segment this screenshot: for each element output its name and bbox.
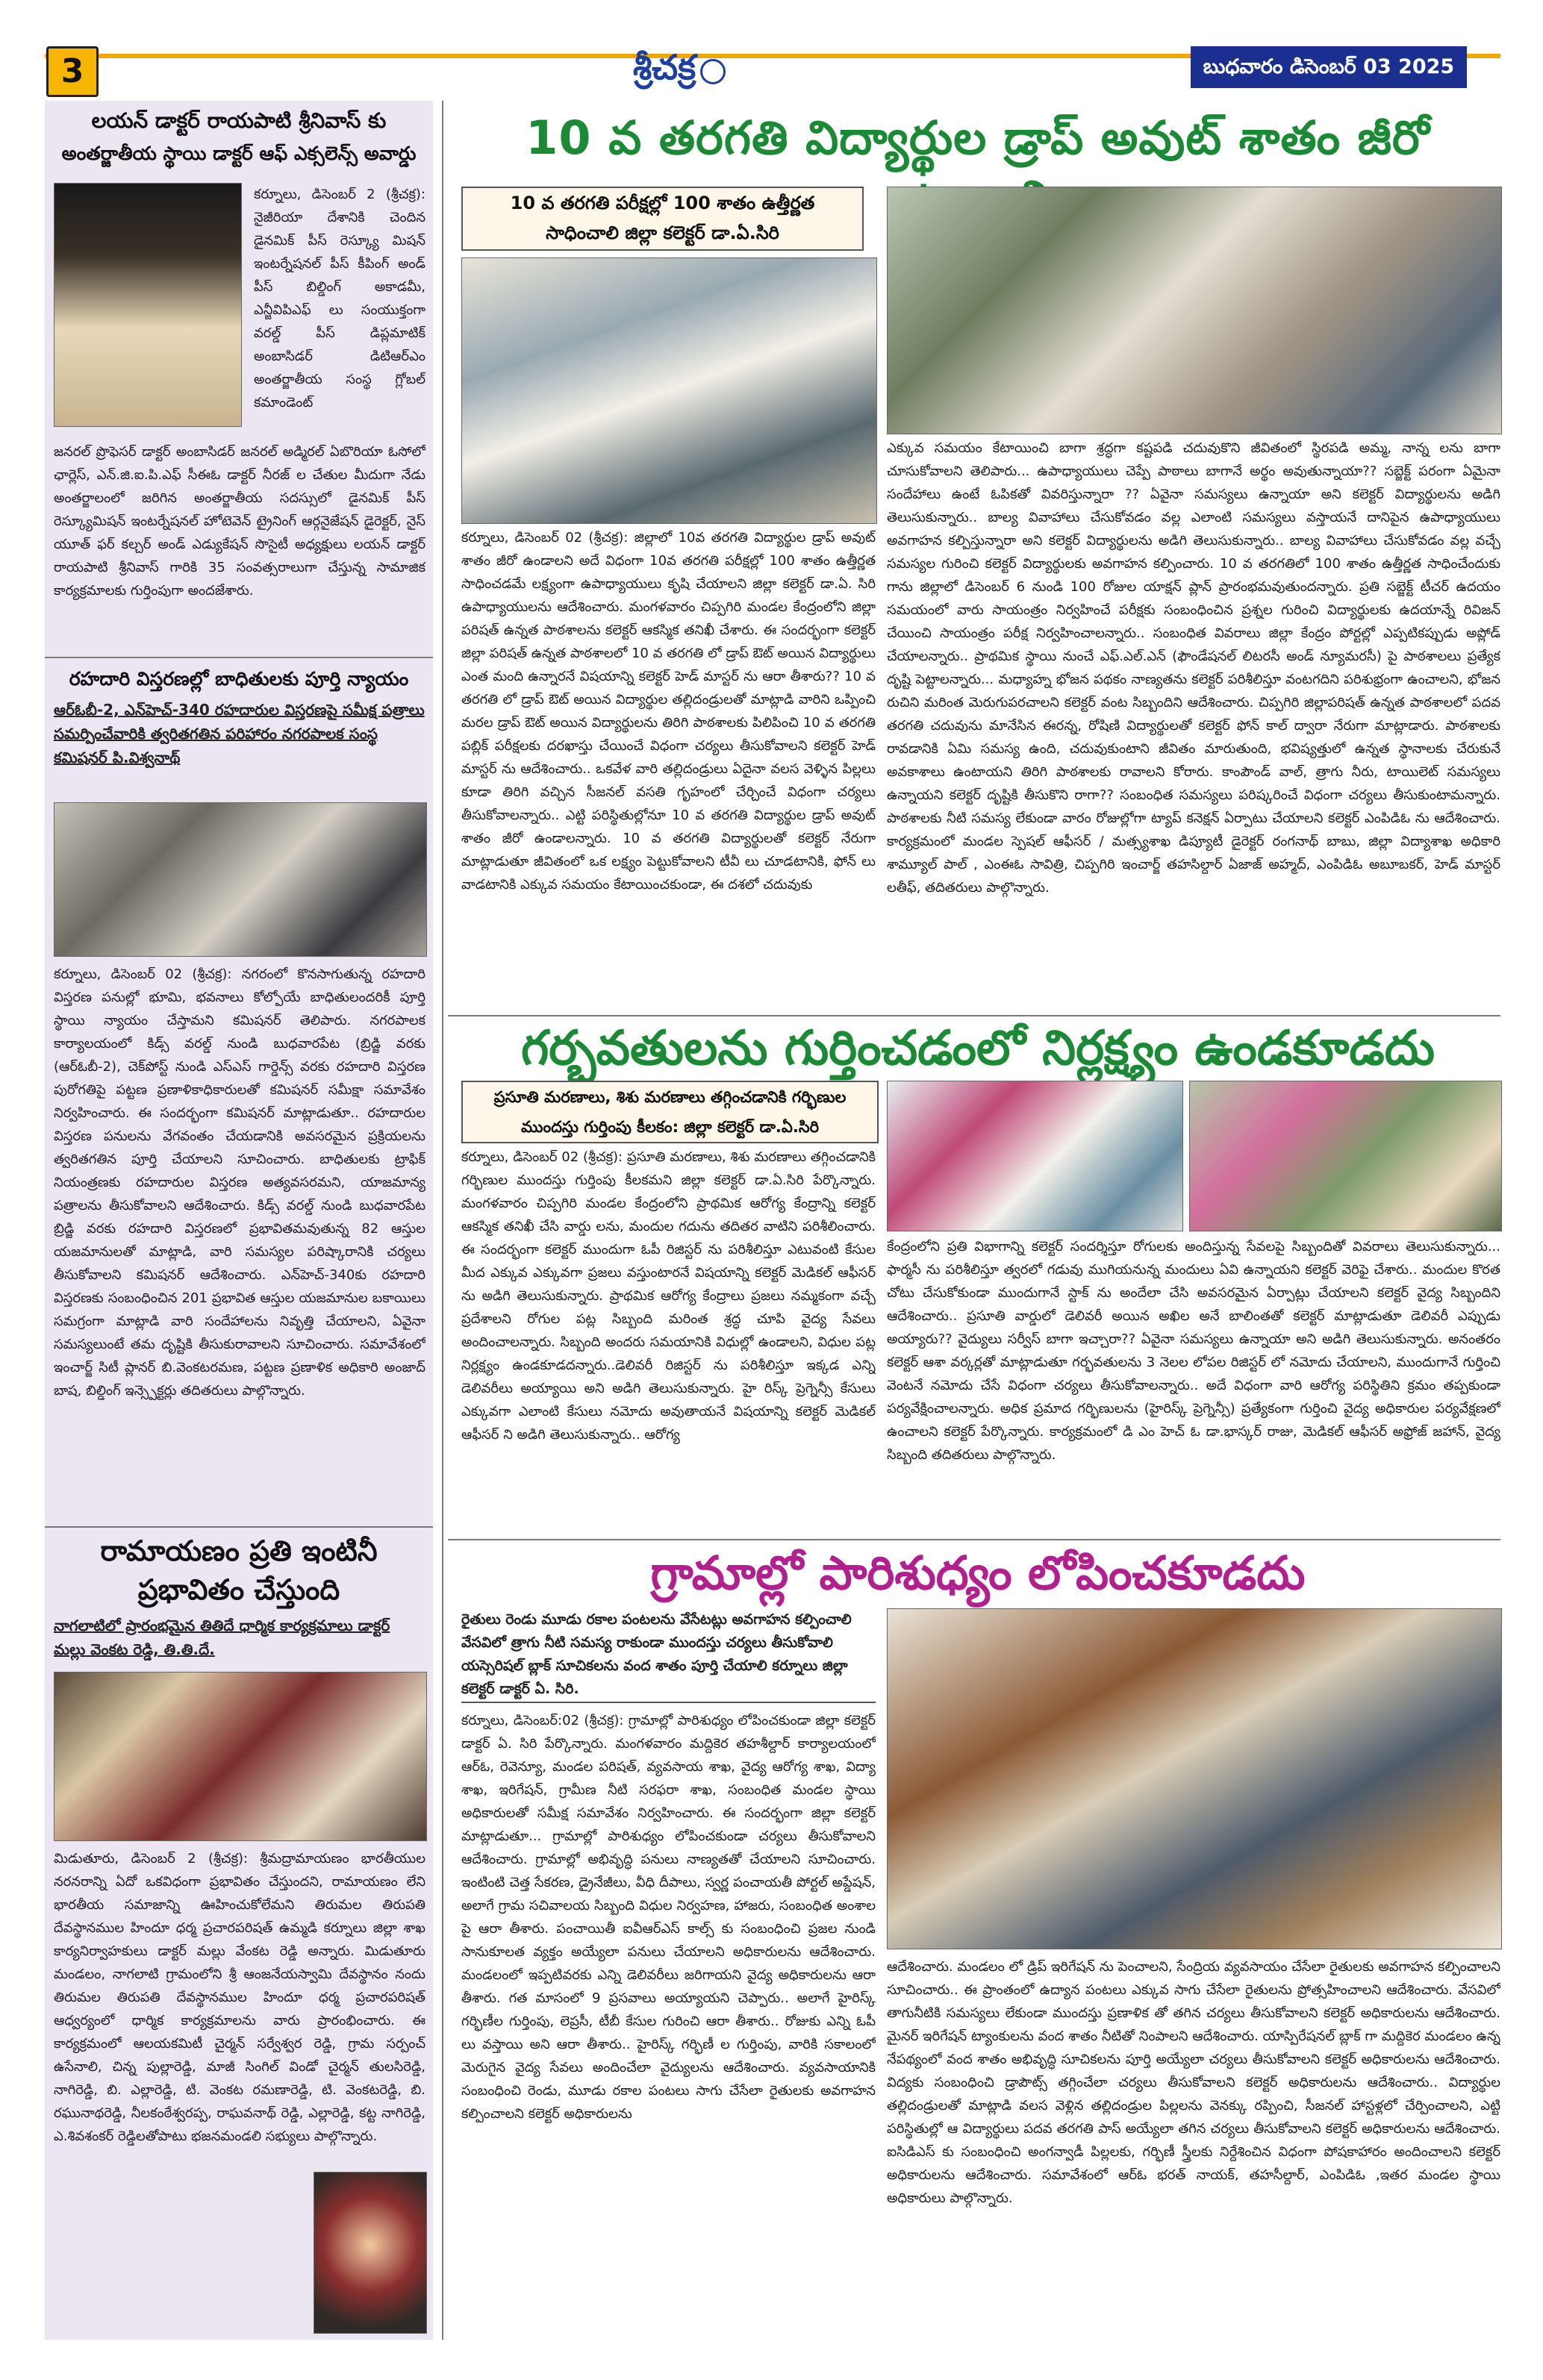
story3-title-line1: రామాయణం ప్రతి ఇంటినీ	[100, 1534, 378, 1567]
story5-body-left: కర్నూలు, డిసెంబర్ 02 (శ్రీచక్ర): ప్రసూతి మరణాలు, శిశు మరణాలు తగ్గించడానికి గర్భిణుల ముందస్తు గుర్తింపు కీలకమని జిల్లా కలెక్టర్ డా.ఏ.సిరి పేర్కొన్నారు. మంగళవారం చిప్పగిరి మండల కేంద్రంలోని ప్రాథమిక ఆరోగ్య కేంద్రాన్ని కలెక్టర్ ఆకస్మిక తనిఖీ చేసి వార్డు లను, మందుల గదును తదితర వాటిని పరిశీలించారు. ఈ సందర్భంగా కలెక్టర్ ముందుగా ఓపీ రిజిస్టర్ ను పరిశీలిస్తూ ఎటువంటి కేసుల మీద ఎక్కువ ఎక్కువగా ప్రజలు వస్తుంటారనే విషయాన్ని కలెక్టర్ మెడికల్ ఆఫీసర్ ను అడిగి తెలుసుకున్నారు. ప్రాథమిక ఆరోగ్య కేంద్రాలు ప్రజలు నమ్మకంగా వచ్చే ప్రదేశాలని రోగుల పట్ల సిబ్బంది మరింత శ్రద్ధ చూపి వైద్య సేవలు అందించాలన్నారు. సిబ్బంది అందరు సమయానికి విధుల్లో ఉండాలని, విధుల పట్ల నిర్లక్ష్యం ఉండకూడదన్నారు..డెలివరీ రిజిస్టర్ ను పరిశీలిస్తూ ఇక్కడ ఎన్ని డెలివరీలు అయ్యాయి అని అడిగి తెలుసుకున్నారు. హై రిస్క్ ప్రెగ్నెన్సీ కేసులు ఎక్కువగా ఎలాంటి కేసులు నమోదు అవుతాయనే విషయాన్ని కలెక్టర్ మెడికల్ ఆఫీసర్ ని అడిగి తెలుసుకున్నారు.. ఆరోగ్య	[461, 1149, 876, 1443]
story3-subtitle: నాగలాటిలో ప్రారంభమైన తితిదే ధార్మిక కార్యక్రమాలు డాక్టర్ మల్లు వెంకట రెడ్డి, తి.తి.దే.	[54, 1617, 390, 1658]
column-divider	[442, 101, 443, 2340]
story5-box-line1: ప్రసూతి మరణాలు, శిశు మరణాలు తగ్గించడానికి గర్భిణుల	[493, 1088, 847, 1106]
story3-deity-photo	[314, 2172, 427, 2334]
story3-title-line2: ప్రభావితం చేస్తుంది	[137, 1573, 340, 1606]
story4-box-line1: 10 వ తరగతి పరీక్షల్లో 100 శాతం ఉత్తీర్ణత	[510, 193, 815, 213]
story1-body: జనరల్ ప్రొఫెసర్ డాక్టర్ అంబాసిడర్ జనరల్ అడ్మిరల్ ఏబొరియా ఓసోలో ఛార్లెస్, ఎన్.జి.ఐ.పి.ఎఫ్ సీఈఓ డాక్టర్ నీరజ్ ల చేతుల మీదుగా నేడు అంతర్జాలంలో జరిగిన అంతర్జాతీయ సదస్సులో డైనమిక్ పీస్ రెస్క్యూమిషన్ ఇంటర్నేషనల్ హోటెవెన్ ట్రైనింగ్ ఆర్గనైజేషన్ డైరెక్టర్, నైస్ యూత్ ఫర్ కల్చర్ అండ్ ఎడ్యుకేషన్ సొసైటీ అధ్యక్షులు లయన్ డాక్టర్ రాయపాటి శ్రీనివాస్ గారికి 35 సంవత్సరాలుగా చేస్తున్న సామాజిక కార్యక్రమాలకు గుర్తింపుగా అందజేశారు.	[54, 444, 426, 599]
page-number: 3	[46, 46, 99, 97]
story2-title: రహదారి విస్తరణల్లో బాధితులకు పూర్తి న్యాయం	[69, 668, 409, 690]
story4-headline: 10 వ తరగతి విద్యార్థుల డ్రాప్ అవుట్ శాతం జీరో	[526, 110, 1430, 165]
story2-body: కర్నూలు, డిసెంబర్ 02 (శ్రీచక్ర): నగరంలో కొనసాగుతున్న రహదారి విస్తరణ పనుల్లో భూమి, భవనాలు కోల్పోయే బాధితులందరికీ పూర్తి స్థాయి న్యాయం చేస్తామని కమిషనర్ తెలిపారు. నగరపాలక కార్యాలయంలో కిడ్స్ వరల్డ్ నుండి బుధవారపేట (బ్రిడ్జి వరకు (ఆర్ఓబీ-2), చెక్‌పోస్ట్ నుండి ఎస్ఎస్ గార్డెన్స్ వరకు రహదారి విస్తరణ పురోగతిపై పట్టణ ప్రణాళికాధికారులతో కమిషనర్ సమీక్షా సమావేశం నిర్వహించారు. ఈ సందర్భంగా కమిషనర్ మాట్లాడుతూ.. రహదారుల విస్తరణ పనులను వేగవంతం చేయడానికి అవసరమైన ప్రక్రియలను త్వరితగతిన పూర్తి చేయాలని సూచించారు. బాధితులకు ట్రాఫిక్ నియంత్రణకు రహదారుల విస్తరణ అత్యవసరమని, యాజమాన్య పత్రాలను తీసుకోవాలని ఆదేశించారు. కిడ్స్ వరల్డ్ నుండి బుధవారపేట బ్రిడ్జి వరకు రహదారి విస్తరణలో ప్రభావితమవుతున్న 82 ఆస్తుల యజమానులతో మాట్లాడి, వారి సమస్యల పరిష్కారానికి చర్యలు తీసుకోవాలని కమిషనర్ ఆదేశించారు. ఎన్‌హెచ్-340కు రహదారి విస్తరణకు సంబంధించిన 201 ప్రభావిత ఆస్తుల యజమానుల బకాయిలు సమగ్రంగా మాట్లాడి వారి సందేహాలను నివృత్తి చేయాలని, ఏవైనా సమస్యలుంటే తమ దృష్టికి తీసుకురావాలని సూచించారు. సమావేశంలో ఇంచార్జ్ సిటీ ప్లానర్ బి.వెంకటరమణ, పట్టణ ప్రణాళిక అధికారి అంజాద్ బాష, బిల్డింగ్ ఇన్స్పెక్టర్లు తదితరులు పాల్గొన్నారు.	[54, 966, 426, 1399]
divider	[45, 657, 433, 658]
story5-body-right: కేంద్రంలోని ప్రతి విభాగాన్ని కలెక్టర్ సందర్శిస్తూ రోగులకు అందిస్తున్న సేవలపై సిబ్బందితో వివరాలు తెలుసుకున్నారు... ఫార్మసీ ను పరిశీలిస్తూ త్వరలో గడువు ముగియనున్న మందులు ఏవి ఉన్నాయని కలెక్టర్ వెరిఫై చేశారు.. మందుల కొరత చోటు చేసుకోకుండా ముందుగానే స్టాక్ ను అందేలా చేసి అవసరమైన ఏర్పాట్లు చేయాలని కలెక్టర్ వైద్య సిబ్బందిని ఆదేశించారు.. ప్రసూతి వార్డులో డెలివరీ అయిన అఖిల అనే బాలింతతో కలెక్టర్ మాట్లాడుతూ డెలివరీ ఎప్పుడు అయ్యారు?? వైద్యులు సర్వీస్ బాగా ఇచ్చారా?? ఏవైనా సమస్యలు ఉన్నాయా అని అడిగి తెలుసుకున్నారు. అనంతరం కలెక్టర్ ఆశా వర్కర్లతో మాట్లాడుతూ గర్భవతులను 3 నెలల లోపల రిజిస్టర్ లో నమోదు చేయాలని, ముందుగానే గుర్తించి వెంటనే నమోదు చేసే విధంగా చర్యలు తీసుకోవాలన్నారు.. అదే విధంగా వారి ఆరోగ్య పరిస్థితిని క్రమం తప్పకుండా పర్యవేక్షించాలన్నారు. అధిక ప్రమాద గర్భిణులను (హైరిస్క్ ప్రెగ్నెన్సీ) ప్రత్యేకంగా గుర్తించి వైద్య అధికారుల పర్యవేక్షణలో ఉంచాలని కలెక్టర్ పేర్కొన్నారు. కార్యక్రమంలో డి ఎం హెచ్ ఓ డా.భాస్కర్ రాజు, మెడికల్ ఆఫీసర్ అఫ్రోజ్ జహాన్, వైద్య సిబ్బంది తదితరులు పాల్గొన్నారు.	[887, 1239, 1500, 1463]
story6-headline: గ్రామాల్లో పారిశుధ్యం లోపించకూడదు	[650, 1546, 1306, 1600]
chakra-icon	[700, 59, 726, 84]
story4-body-left: కర్నూలు, డిసెంబర్ 02 (శ్రీచక్ర): జిల్లాలో 10వ తరగతి విద్యార్థుల డ్రాప్ అవుట్ శాతం జీరో ఉండాలని అదే విధంగా 10వ తరగతి పరీక్షల్లో 100 శాతం ఉత్తీర్ణత సాధించడమే లక్ష్యంగా ఉపాధ్యాయులు కృషి చేయాలని జిల్లా కలెక్టర్ డా.ఏ. సిరి ఉపాధ్యాయులను ఆదేశించారు. మంగళవారం చిప్పగిరి మండల కేంద్రంలోని జిల్లా పరిషత్ ఉన్నత పాఠశాలను కలెక్టర్ ఆకస్మిక తనిఖీ చేశారు. ఈ సందర్భంగా కలెక్టర్ జిల్లా పరిషత్ ఉన్నత పాఠశాలలో 10 వ తరగతి లో డ్రాప్ ఔట్ అయిన విద్యార్థులు ఎంత మంది ఉన్నారనే విషయాన్ని కలెక్టర్ హెడ్ మాస్టర్ ను ఆరా తీశారు?? 10 వ తరగతి లో డ్రాప్ ఔట్ అయిన విద్యార్థుల తల్లిదండ్రులతో మాట్లాడి వారిని ఒప్పించి మరల డ్రాప్ ఔట్ అయిన విద్యార్థులను తిరిగి పాఠశాలకు పిలిపించి 10 వ తరగతి పబ్లిక్ పరీక్షలకు దరఖాస్తు చేయించే విధంగా చర్యలు తీసుకోవాలని కలెక్టర్ హెడ్ మాస్టర్ ను ఆదేశించారు.. ఒకవేళ వారి తల్లిదండ్రులు ఏదైనా వలస వెళ్ళిన పిల్లలు కూడా తిరిగి వచ్చిన సీజనల్ వసతి గృహంలో చేర్చించే విధంగా చర్యలు తీసుకోవాలన్నారు.. ఎట్టి పరిస్థితుల్లోనూ 10 వ తరగతి విద్యార్థుల డ్రాప్ అవుట్ శాతం జీరో ఉండాలన్నారు. 10 వ తరగతి విద్యార్థులతో కలెక్టర్ నేరుగా మాట్లాడుతూ జీవితంలో ఒక లక్ష్యం పెట్టుకోవాలని టీవీ లు చూడటానికి, ఫోన్ లు వాడటానికి ఎక్కువ సమయం కేటాయించకుండా, ఈ దశలో చదువుకు	[461, 530, 876, 893]
story1-title-line1: లయన్ డాక్టర్ రాయపాటి శ్రీనివాస్ కు	[91, 108, 387, 133]
issue-date: బుధవారం డిసెంబర్ 03 2025	[1191, 46, 1467, 88]
story4-box-line2: సాధించాలి జిల్లా కలెక్టర్ డా.ఏ.సిరి	[546, 222, 779, 243]
divider	[45, 1526, 433, 1528]
story6-body-right: ఆదేశించారు. మండలం లో డ్రిప్ ఇరిగేషన్ ను పెంచాలని, సేంద్రియ వ్యవసాయం చేసేలా రైతులకు అవగాహన కల్పించాలని సూచించారు.. ఈ ప్రాంతంలో ఉద్యాన పంటలు ఎక్కువ సాగు చేసేలా రైతులను ప్రోత్సహించాలని ఆదేశించారు. వేసవిలో తాగునీటికి సమస్యలు లేకుండా ముందస్తు ప్రణాళిక తో తగిన చర్యలు తీసుకోవాలని కలెక్టర్ అధికారులను ఆదేశించారు. మైనర్ ఇరిగేషన్ ట్యాంకులను వంద శాతం నీటితో నింపాలని ఆదేశించారు. యాస్పిరేషనల్ బ్లాక్ గా మద్దికెర మండలం ఉన్న నేపథ్యంలో వంద శాతం అభివృద్ధి సూచికలను పూర్తి అయ్యేలా చర్యలు తీసుకోవాలని కలెక్టర్ అధికారులను ఆదేశించారు. విద్యకు సంబంధించి డ్రాపౌట్స్ తగ్గించేలా చర్యలు తీసుకోవాలని కలెక్టర్ అధికారులను ఆదేశించారు.. విద్యార్థుల తల్లిదండ్రులతో మాట్లాడి వలస వెళ్లిన తల్లిదండ్రుల పిల్లలను వెనక్కు రప్పించి, సీజనల్ హాస్టళ్లలో చేర్పించాలని, ఎట్టి పరిస్థితుల్లో ఆ విద్యార్థులు పదవ తరగతి పాస్ అయ్యేలా తగిన చర్యలు తీసుకోవాలని కలెక్టర్ అధికారులను ఆదేశించారు. ఐసిడిఎస్ కు సంబంధించి అంగన్వాడీ పిల్లలకు, గర్భిణీ స్త్రీలకు నిర్దేశించిన విధంగా పోషకాహారం అందించాలని కలెక్టర్ అధికారులను ఆదేశించారు. సమావేశంలో ఆర్ఓ భరత్ నాయక్, తహసీల్దార్, ఎంపిడిఓ ,ఇతర మండల స్థాయి అధికారులు పాల్గొన్నారు.	[887, 1959, 1500, 2206]
divider	[448, 1015, 1500, 1016]
story5-clinic-photo	[887, 1081, 1183, 1231]
story6-review-meeting-photo	[887, 1608, 1502, 1949]
story6-intro: రైతులు రెండు మూడు రకాల పంటలను వేసేటట్లు అవగాహన కల్పించాలి వేసవిలో త్రాగు నీటి సమస్య రాకుండా ముందస్తు చర్యలు తీసుకోవాలి యస్సెరిషల్ బ్లాక్ సూచికలను వంద శాతం పూర్తి చేయాలి కర్నూలు జిల్లా కలెక్టర్ డాక్టర్ ఏ. సిరి.	[461, 1608, 876, 1703]
story5-headline: గర్భవతులను గుర్తించడంలో నిర్లక్ష్యం ఉండకూడదు	[520, 1021, 1436, 1076]
newspaper-logo	[612, 45, 746, 99]
story5-asha-workers-photo	[1189, 1081, 1502, 1231]
story3-body: మిడుతూరు, డిసెంబర్ 2 (శ్రీచక్ర): శ్రీమద్రామాయణం భారతీయుల నరనరాన్ని ఏదో ఒకవిధంగా ప్రభావితం చేస్తుందని, రామాయణం లేని భారతీయ సమాజాన్ని ఊహించుకోలేమని తిరుమల తిరుపతి దేవస్థానముల హిందూ ధర్మ ప్రచారపరిషత్ ఉమ్మడి కర్నూలు జిల్లా శాఖ కార్యనిర్వాహకులు డాక్టర్ మల్లు వేంకట రెడ్డి అన్నారు. మిడుతూరు మండలం, నాగలాటి గ్రామంలోని శ్రీ ఆంజనేయస్వామి దేవస్థానం నందు తిరుమల తిరుపతి దేవస్థానముల హిందూ ధర్మ ప్రచారపరిషత్ ఆధ్వర్యంలో ధార్మిక కార్యక్రమాలను వారు ప్రారంభించారు. ఈ కార్యక్రమంలో ఆలయకమిటీ చైర్మన్ సర్వేశ్వర రెడ్డి, గ్రామ సర్పంచ్ ఉసేనాలి, చిన్న పుల్లారెడ్డి, మాజీ సింగిల్ విండో చైర్మన్ తులసిరెడ్డి, నాగిరెడ్డి, బి. ఎల్లారెడ్డి, టి. వెంకట రమణారెడ్డి, టి. వెంకటరెడ్డి, బి. రఘునాథరెడ్డి, నీలకంఠేశ్వరప్ప, రాఘవనాథ్ రెడ్డి, ఎల్లారెడ్డి, కట్ట నాగిరెడ్డి, ఎ.శివశంకర్ రెడ్డిలతోపాటు భజనమండలి సభ్యులు పాల్గొన్నారు.	[54, 1851, 426, 2144]
story1-title-line2: అంతర్జాతీయ స్థాయి డాక్టర్ ఆఫ్ ఎక్సలెన్స్ అవార్డు	[61, 143, 417, 164]
story2-subtitle: ఆర్ఓబీ-2, ఎన్‌హెచ్-340 రహదారుల విస్తరణపై సమీక్ష పత్రాలు సమర్పించేవారికి త్వరితగతిన పరిహారం నగరపాలక సంస్థ కమిషనర్ పి.విశ్వనాథ్	[54, 701, 425, 766]
story1-portrait-photo	[54, 183, 242, 427]
story5-box-line2: ముందస్తు గుర్తింపు కీలకం: జిల్లా కలెక్టర్ డా.ఏ.సిరి	[520, 1118, 820, 1136]
story4-classroom-photo	[461, 257, 877, 524]
story4-midday-meal-photo	[887, 187, 1502, 434]
story2-meeting-photo	[54, 802, 427, 957]
story6-body-left: కర్నూలు, డిసెంబర్:02 (శ్రీచక్ర): గ్రామాల్లో పారిశుధ్యం లోపించకుండా జిల్లా కలెక్టర్ డాక్టర్ ఏ. సిరి పేర్కొన్నారు. మంగళవారం మద్దికెర తహశీల్దార్ కార్యాలయంలో ఆర్ఓ, రెవెన్యూ, మండల పరిషత్, వ్యవసాయ శాఖ, వైద్య ఆరోగ్య శాఖ, విద్యా శాఖ, ఇరిగేషన్, గ్రామీణ నీటి సరఫరా శాఖ, సంబంధిత మండల స్థాయి అధికారులతో సమీక్ష సమావేశం నిర్వహించారు. ఈ సందర్భంగా జిల్లా కలెక్టర్ మాట్లాడుతూ... గ్రామాల్లో పారిశుధ్యం లోపించకుండా చర్యలు తీసుకోవాలని ఆదేశించారు. గ్రామాల్లో అభివృద్ధి పనులు నాణ్యతతో చేయాలని సూచించారు. ఇంటింటి చెత్త సేకరణ, డ్రైనేజీలు, వీధి దీపాలు, స్వర్ణ పంచాయతీ పోర్టల్ అప్డేషన్, అలాగే గ్రామ సచివాలయ సిబ్బంది విధుల నిర్వహణ, హాజరు, సంబంధిత అంశాల పై ఆరా తీశారు. పంచాయితీ ఐవీఆర్ఎస్ కాల్స్ కు సంబంధించి ప్రజల నుండి సానుకూలత వ్యక్తం అయ్యేలా పనులు చేయాలని అధికారులను ఆదేశించారు. మండలంలో ఇప్పటివరకు ఎన్ని డెలివరీలు జరిగాయని వైద్య అధికారులను ఆరా తీశారు. గత మాసంలో 9 ప్రసవాలు అయ్యాయని చెప్పారు.. అలాగే హైరిస్క్ గర్భిణీల గుర్తింపు, లెప్రసీ, టీబీ కేసుల గురించి ఆరా తీశారు.. రోజుకు ఎన్ని ఓపీ లు వస్తాయి అని ఆరా తీశారు.. హైరిస్క్ గర్భిణీ ల గుర్తింపు, వారికి సకాలంలో మెరుగైన వైద్య సేవలు అందించేలా వైద్యులను ఆదేశించారు. వ్యవసాయానికి సంబంధించి రెండు, మూడు రకాల పంటలు సాగు చేసేలా రైతులకు అవగాహన కల్పించాలని కలెక్టర్ అధికారులను	[461, 1713, 876, 2122]
story4-highlight-box	[461, 187, 864, 251]
story4-body-right: ఎక్కువ సమయం కేటాయించి బాగా శ్రద్ధగా కష్టపడి చదువుకొని జీవితంలో స్థిరపడి అమ్మ, నాన్న లను బాగా చూసుకోవాలని తెలిపారు... ఉపాధ్యాయులు చెప్పే పాఠాలు బాగానే అర్థం అవుతున్నాయా?? సబ్జెక్ట్ పరంగా ఏమైనా సందేహాలు ఉంటే ఓపికతో వివరిస్తున్నారా ?? ఏవైనా సమస్యలు ఉన్నాయా అని కలెక్టర్ విద్యార్థులను అడిగి తెలుసుకున్నారు.. బాల్య వివాహాలు చేసుకోవడం వల్ల ఎలాంటి సమస్యలు వస్తాయనే దానిపైన ఉపాధ్యాయులు అవగాహన కల్పిస్తున్నారా అని కలెక్టర్ విద్యార్థులను అడిగి తెలుసుకున్నారు.. బాల్య వివాహాలు చేసుకోవడం వల్ల వచ్చే సమస్యల గురించి కలెక్టర్ విద్యార్థులకు అవగాహన కల్పించారు. 10 వ తరగతిలో 100 శాతం ఉత్తీర్ణత సాధించేందుకు గాను జిల్లాలో డిసెంబర్ 6 నుండి 100 రోజుల యాక్షన్ ప్లాన్ ప్రారంభమవుతుందన్నారు. ప్రతి సబ్జెక్ట్ టీచర్ ఉదయం సమయంలో వారు సాయంత్రం నిర్వహించే పరీక్షకు సంబంధించిన ప్రశ్నల గురించి విద్యార్థులకు ఉదయాన్నే రివిజన్ చేయించి సాయంత్రం పరీక్ష నిర్వహించాలన్నారు.. సంబంధిత వివరాలు జిల్లా కేంద్రం పోర్టల్లో ఎప్పటికప్పుడు అప్లోడ్ చేయాలన్నారు.. ప్రాథమిక స్థాయి నుంచే ఎఫ్.ఎల్.ఎన్ (ఫౌండేషనల్ లిటరసీ అండ్ న్యూమరసీ) పై పాఠశాలలు ప్రత్యేక దృష్టి పెట్టాలన్నారు... మధ్యాహ్న భోజన పథకం నాణ్యతను కలెక్టర్ పరిశీలిస్తూ వంటగదిని పరిశుభ్రంగా ఉంచాలని, భోజన రుచిని మరింత మెరుగుపరచాలని కలెక్టర్ వంట సిబ్బందిని ఆదేశించారు. చిప్పగిరి జిల్లాపరిషత్ ఉన్నత పాఠశాలలో పదవ తరగతి చదువును మానేసిన ఈరన్న, రోషిణి విద్యార్థులతో కలెక్టర్ ఫోన్ కాల్ ద్వారా నేరుగా మాట్లాడారు. పాఠశాలకు రావడానికి ఏమి సమస్య ఉంది, చదువుకుంటాని జీవితం మారుతుంది, భవిష్యత్తులో ఉన్నత స్థానాలకు చేరుకునే అవకాశాలు ఉంటాయని తిరిగి పాఠశాలకు రావాలని కోరారు. కాంపౌండ్ వాల్, త్రాగు నీరు, టాయిలెట్ సమస్యలు ఉన్నాయని కలెక్టర్ దృష్టికి తీసుకొని రాగా?? సంబంధిత సమస్యలు పరిష్కరించే విధంగా చర్యలు తీసుకుంటామన్నారు. పాఠశాలకు నీటి సమస్య లేకుండా వారం రోజుల్లోగా ట్యాప్ కనెక్షన్ ఏర్పాటు చేయాలని కలెక్టర్ ఎంపిడిఓ ను ఆదేశించారు. కార్యక్రమంలో మండల స్పెషల్ ఆఫీసర్ / మత్స్యశాఖ డిప్యూటీ డైరెక్టర్ రంగనాథ్ బాబు, జిల్లా విద్యాశాఖ అధికారి శామ్యూల్ పాల్ , ఎంఈఓ సావిత్రి, చిప్పగిరి ఇంచార్జ్ తహసిల్దార్ ఏజాజ్ అహ్మద్, ఎంపిడిఓ అబూబకర్, హెడ్ మాస్టర్ లతీఫ్, తదితరులు పాల్గొన్నారు.	[887, 440, 1500, 896]
story5-highlight-box	[461, 1081, 879, 1143]
story1-body-intro: కర్నూలు, డిసెంబర్ 2 (శ్రీచక్ర): నైజీరియా దేశానికి చెందిన డైనమిక్ పీస్ రెస్క్యూ మిషన్ ఇంటర్నేషనల్ పీస్ కీపింగ్ అండ్ పీస్ బిల్డింగ్ అకాడమీ, ఎన్జీవిపిఎఫ్ లు సంయుక్తంగా వరల్డ్ పీస్ డిప్లమాటిక్ అంబాసిడర్ డిటిఆర్ఎం అంతర్జాతీయ సంస్థ గ్లోబల్ కమాండెంట్	[254, 187, 426, 410]
story3-event-photo	[54, 1672, 427, 1841]
logo-text: శ్రీచక్ర	[632, 47, 696, 87]
divider	[448, 1539, 1500, 1540]
